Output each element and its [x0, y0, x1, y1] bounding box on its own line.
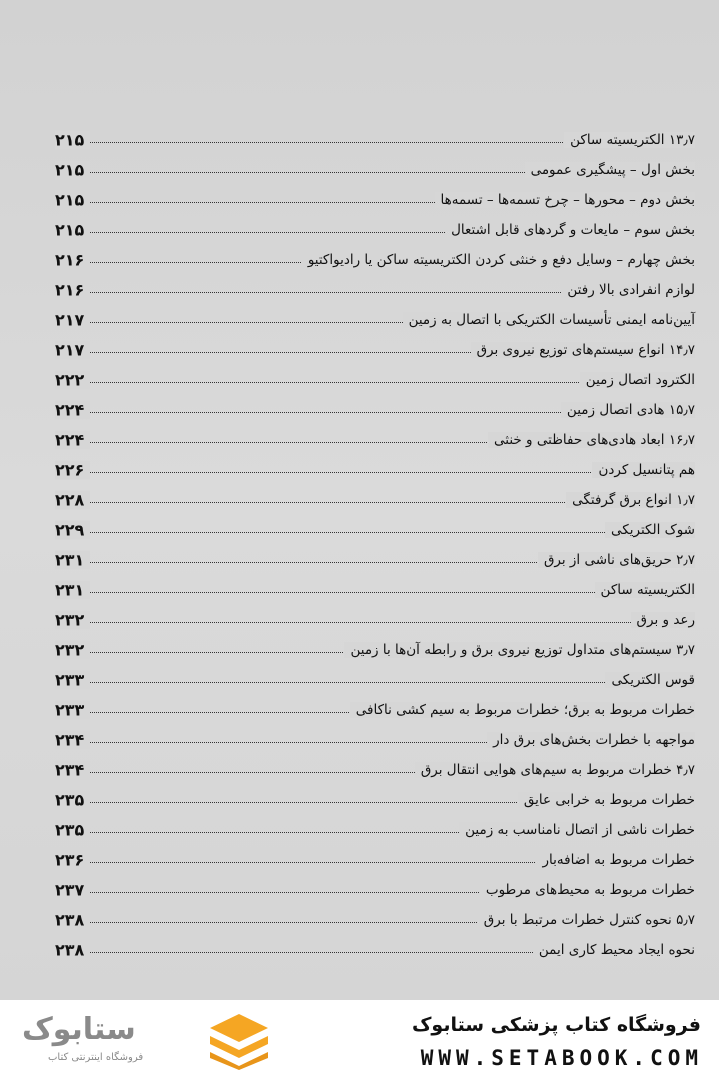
toc-title: الکترود اتصال زمین — [580, 372, 695, 388]
toc-entry — [55, 905, 695, 935]
toc-entry — [55, 185, 695, 215]
toc-title: خطرات مربوط به برق؛ خطرات مربوط به سیم کشی ناکافی — [350, 702, 695, 718]
toc-entry — [55, 335, 695, 365]
toc-entry — [55, 155, 695, 185]
toc-page-number: ۲۳۴ — [55, 731, 90, 750]
toc-title: ۴٫۷ خطرات مربوط به سیم‌های هوایی انتقال برق — [415, 762, 695, 778]
leader-dots — [89, 682, 695, 683]
toc-entry — [55, 455, 695, 485]
toc-title: لوازم انفرادی بالا رفتن — [561, 282, 695, 298]
toc-title: بخش سوم – مایعات و گردهای قابل اشتعال — [445, 222, 695, 238]
toc-entry — [55, 275, 695, 305]
store-url[interactable]: WWW.SETABOOK.COM — [420, 1046, 703, 1070]
toc-title: مواجهه با خطرات بخش‌های برق دار — [487, 732, 695, 748]
logo-subtitle: فروشگاه اینترنتی کتاب — [48, 1052, 144, 1063]
toc-title: رعد و برق — [631, 612, 695, 628]
store-logo[interactable] — [18, 1012, 278, 1072]
toc-page-number: ۲۲۸ — [55, 491, 90, 510]
toc-entry — [55, 635, 695, 665]
toc-page-number: ۲۳۲ — [55, 641, 90, 660]
toc-title: خطرات مربوط به اضافه‌بار — [536, 852, 695, 868]
toc-page-number: ۲۳۵ — [55, 791, 90, 810]
store-name: فروشگاه کتاب پزشکی ستابوک — [411, 1014, 701, 1036]
toc-page-number: ۲۲۲ — [55, 371, 90, 390]
toc-entry — [55, 485, 695, 515]
toc-page-number: ۲۱۵ — [55, 131, 90, 150]
toc-page-number: ۲۳۱ — [55, 551, 90, 570]
toc-page-number: ۲۱۵ — [55, 221, 90, 240]
toc-entry — [55, 365, 695, 395]
book-stack-icon — [208, 1012, 270, 1070]
toc-page-number: ۲۳۶ — [55, 851, 90, 870]
toc-entry — [55, 395, 695, 425]
toc-page-number: ۲۱۵ — [55, 161, 90, 180]
toc-page-number: ۲۱۶ — [55, 281, 90, 300]
toc-entry — [55, 125, 695, 155]
toc-title: ۲٫۷ حریق‌های ناشی از برق — [538, 552, 695, 568]
toc-entry — [55, 245, 695, 275]
toc-title: ۱۳٫۷ الکتریسیته ساکن — [564, 132, 695, 148]
toc-entry — [55, 515, 695, 545]
toc-title: ۵٫۷ نحوه کنترل خطرات مرتبط با برق — [478, 912, 695, 928]
toc-entry — [55, 215, 695, 245]
toc-page-number: ۲۲۴ — [55, 401, 90, 420]
toc-page-number: ۲۱۵ — [55, 191, 90, 210]
toc-title: خطرات ناشی از اتصال نامناسب به زمین — [459, 822, 695, 838]
toc-title: نحوه ایجاد محیط کاری ایمن — [533, 942, 695, 958]
toc-entry — [55, 935, 695, 965]
toc-entry — [55, 815, 695, 845]
toc-entry — [55, 545, 695, 575]
toc-page-number: ۲۱۶ — [55, 251, 90, 270]
toc-title: ۱۵٫۷ هادی اتصال زمین — [561, 402, 695, 418]
toc-title: بخش چهارم – وسایل دفع و خنثی کردن الکتریسیته ساکن یا رادیواکتیو — [302, 252, 695, 268]
toc-page-number: ۲۳۸ — [55, 941, 90, 960]
toc-entry — [55, 425, 695, 455]
toc-title: آیین‌نامه ایمنی تأسیسات الکتریکی با اتصال به زمین — [403, 312, 695, 328]
toc-title: ۳٫۷ سیستم‌های متداول توزیع نیروی برق و رابطه آن‌ها با زمین — [344, 642, 695, 658]
toc-page-number: ۲۲۴ — [55, 431, 90, 450]
toc-entry — [55, 665, 695, 695]
toc-title: قوس الکتریکی — [605, 672, 695, 688]
toc-title: خطرات مربوط به خرابی عایق — [518, 792, 695, 808]
toc-entry — [55, 875, 695, 905]
toc-title: ۱٫۷ انواع برق گرفتگی — [566, 492, 695, 508]
toc-page-number: ۲۳۳ — [55, 671, 90, 690]
toc-page-number: ۲۳۲ — [55, 611, 90, 630]
toc-page-number: ۲۳۱ — [55, 581, 90, 600]
toc-title: هم پتانسیل کردن — [592, 462, 695, 478]
logo-wordmark: ستابوک — [22, 1012, 136, 1047]
toc-title: شوک الکتریکی — [605, 522, 695, 538]
toc-title: بخش دوم – محورها – چرخ تسمه‌ها – تسمه‌ها — [435, 192, 695, 208]
toc-page-number: ۲۳۷ — [55, 881, 90, 900]
toc-entry — [55, 605, 695, 635]
toc-title: خطرات مربوط به محیط‌های مرطوب — [480, 882, 695, 898]
store-footer — [0, 1000, 719, 1080]
toc-title: ۱۴٫۷ انواع سیستم‌های توزیع نیروی برق — [471, 342, 695, 358]
toc-page-number: ۲۲۶ — [55, 461, 90, 480]
toc-title: الکتریسیته ساکن — [595, 582, 695, 598]
toc-entry — [55, 725, 695, 755]
toc-entry — [55, 695, 695, 725]
toc-page-number: ۲۲۹ — [55, 521, 90, 540]
toc-title: ۱۶٫۷ ابعاد هادی‌های حفاظتی و خنثی — [488, 432, 695, 448]
toc-page-number: ۲۱۷ — [55, 311, 90, 330]
toc-page-number: ۲۳۵ — [55, 821, 90, 840]
toc-entry — [55, 785, 695, 815]
leader-dots — [89, 622, 695, 623]
toc-entry — [55, 575, 695, 605]
toc-title: بخش اول – پیشگیری عمومی — [525, 162, 695, 178]
toc-entry — [55, 845, 695, 875]
toc-entry — [55, 755, 695, 785]
toc-page-number: ۲۱۷ — [55, 341, 90, 360]
toc-page-number: ۲۳۸ — [55, 911, 90, 930]
toc-entry — [55, 305, 695, 335]
table-of-contents — [55, 125, 695, 965]
toc-page-number: ۲۳۳ — [55, 701, 90, 720]
toc-page-number: ۲۳۴ — [55, 761, 90, 780]
